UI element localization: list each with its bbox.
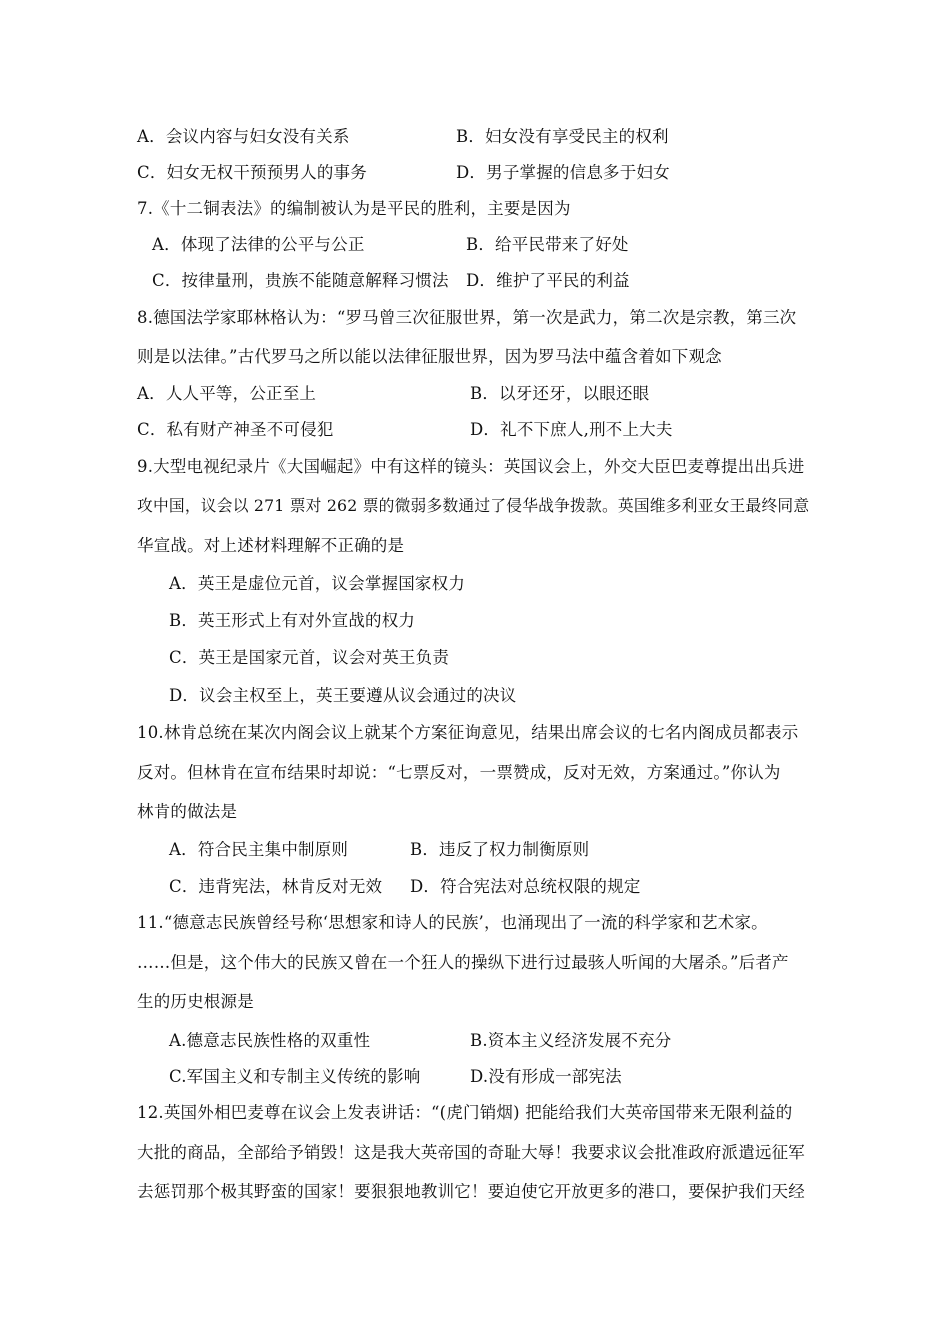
q8-option-b: B．以牙还牙，以眼还眼: [470, 384, 650, 403]
q9-stem-line-1: 9.大型电视纪录片《大国崛起》中有这样的镜头：英国议会上，外交大臣巴麦尊提出出兵进: [137, 457, 805, 476]
q6-option-c: C．妇女无权干预预男人的事务: [137, 163, 367, 182]
q10-option-d: D．符合宪法对总统权限的规定: [410, 877, 641, 896]
q9-option-b: B．英王形式上有对外宣战的权力: [169, 611, 416, 630]
q8-stem-line-2: 则是以法律。”古代罗马之所以能以法律征服世界，因为罗马法中蕴含着如下观念: [137, 347, 722, 366]
q9-option-a: A．英王是虚位元首，议会掌握国家权力: [169, 574, 466, 593]
q7-stem: 7.《十二铜表法》的编制被认为是平民的胜利，主要是因为: [137, 199, 571, 218]
q10-stem-line-1: 10.林肯总统在某次内阁会议上就某个方案征询意见，结果出席会议的七名内阁成员都表示: [137, 723, 799, 742]
q9-option-c: C．英王是国家元首，议会对英王负责: [169, 648, 450, 667]
q9-stem-line-3: 华宣战。对上述材料理解不正确的是: [137, 536, 405, 555]
q10-stem-line-3: 林肯的做法是: [137, 802, 238, 821]
q11-stem-line-2: ……但是，这个伟大的民族又曾在一个狂人的操纵下进行过最骇人听闻的大屠杀。”后者产: [137, 953, 789, 972]
q7-option-d: D．维护了平民的利益: [466, 271, 630, 290]
q11-stem-line-1: 11.“德意志民族曾经号称‘思想家和诗人的民族’，也涌现出了一流的科学家和艺术家。: [137, 913, 768, 932]
q7-option-c: C．按律量刑，贵族不能随意解释习惯法: [152, 271, 449, 290]
q12-stem-line-3: 去惩罚那个极其野蛮的国家！要狠狠地教训它！要迫使它开放更多的港口，要保护我们天经: [137, 1182, 805, 1201]
q7-option-b: B．给平民带来了好处: [466, 235, 629, 254]
q7-option-a: A．体现了法律的公平与公正: [152, 235, 365, 254]
q6-option-b: B．妇女没有享受民主的权利: [456, 127, 669, 146]
q8-option-a: A．人人平等，公正至上: [137, 384, 317, 403]
q6-option-a: A．会议内容与妇女没有关系: [137, 127, 350, 146]
q8-option-d: D．礼不下庶人,刑不上大夫: [470, 420, 673, 439]
q12-stem-line-1: 12.英国外相巴麦尊在议会上发表讲话：“(虎门销烟) 把能给我们大英帝国带来无限利益的: [137, 1103, 793, 1122]
q10-stem-line-2: 反对。但林肯在宣布结果时却说：“七票反对，一票赞成，反对无效，方案通过。”你认为: [137, 763, 781, 782]
q10-option-a: A．符合民主集中制原则: [169, 840, 349, 859]
q10-option-b: B．违反了权力制衡原则: [410, 840, 590, 859]
q12-stem-line-2: 大批的商品，全部给予销毁！这是我大英帝国的奇耻大辱！我要求议会批准政府派遣远征军: [137, 1143, 805, 1162]
q9-option-d: D．议会主权至上，英王要遵从议会通过的决议: [169, 686, 517, 705]
q8-option-c: C．私有财产神圣不可侵犯: [137, 420, 334, 439]
q11-option-d: D.没有形成一部宪法: [470, 1067, 622, 1086]
q11-option-a: A.德意志民族性格的双重性: [169, 1031, 371, 1050]
q11-option-b: B.资本主义经济发展不充分: [470, 1031, 672, 1050]
q6-option-d: D．男子掌握的信息多于妇女: [456, 163, 670, 182]
q11-option-c: C.军国主义和专制主义传统的影响: [169, 1067, 421, 1086]
q10-option-c: C．违背宪法，林肯反对无效: [169, 877, 383, 896]
q8-stem-line-1: 8.德国法学家耶林格认为：“罗马曾三次征服世界，第一次是武力，第二次是宗教，第三次: [137, 308, 797, 327]
q9-stem-line-2: 攻中国，议会以 271 票对 262 票的微弱多数通过了侵华战争拨款。英国维多利亚女王最终同意: [137, 496, 810, 515]
q11-stem-line-3: 生的历史根源是: [137, 992, 254, 1011]
